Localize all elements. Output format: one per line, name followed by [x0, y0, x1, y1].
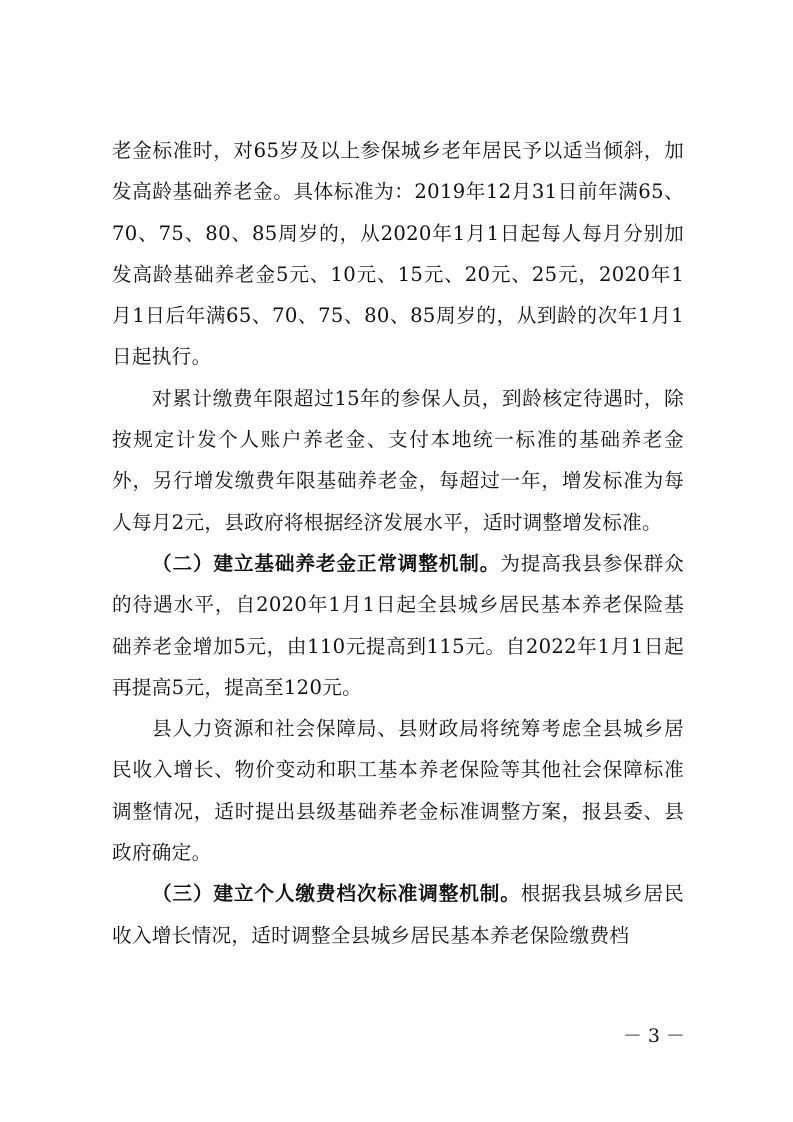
paragraph-2-text: 对累计缴费年限超过15年的参保人员，到龄核定待遇时，除按规定计发个人账户养老金、支付本地统一标准的基础养老金外，另行增发缴费年限基础养老金，每超过一年，增发标准为每人每月2元，县政府将根据经济发展水平，适时调整增发标准。: [112, 386, 684, 534]
paragraph-1-text: 老金标准时，对65岁及以上参保城乡老年居民予以适当倾斜，加发高龄基础养老金。具体标准为：2019年12月31日前年满65、70、75、80、85周岁的，从2020年1月1日起每人每月分别加发高龄基础养老金5元、10元、15元、20元、25元，2020年1月1日后年满65、70、75、80、85周岁的，从到龄的次年1月1日起执行。: [112, 139, 684, 369]
paragraph-4: [112, 708, 684, 873]
document-body: [112, 130, 684, 956]
paragraph-4-text: 县人力资源和社会保障局、县财政局将统筹考虑全县城乡居民收入增长、物价变动和职工基本养老保险等其他社会保障标准调整情况，适时提出县级基础养老金标准调整方案，报县委、县政府确定。: [112, 717, 684, 865]
section-heading-2: （二）建立基础养老金正常调整机制。: [152, 551, 501, 575]
paragraph-3: [112, 543, 684, 708]
paragraph-1: [112, 130, 684, 378]
paragraph-2: [112, 378, 684, 543]
paragraph-3-text: 为提高我县参保群众的待遇水平，自2020年1月1日起全县城乡居民基本养老保险基础养老金增加5元，由110元提高到115元。自2022年1月1日起再提高5元，提高至120元。: [112, 551, 684, 699]
paragraph-5: [112, 873, 684, 956]
paragraph-5-text: 根据我县城乡居民收入增长情况，适时调整全县城乡居民基本养老保险缴费档: [112, 882, 684, 947]
section-heading-3: （三）建立个人缴费档次标准调整机制。: [152, 882, 521, 906]
page-number: － 3 －: [622, 1025, 685, 1047]
